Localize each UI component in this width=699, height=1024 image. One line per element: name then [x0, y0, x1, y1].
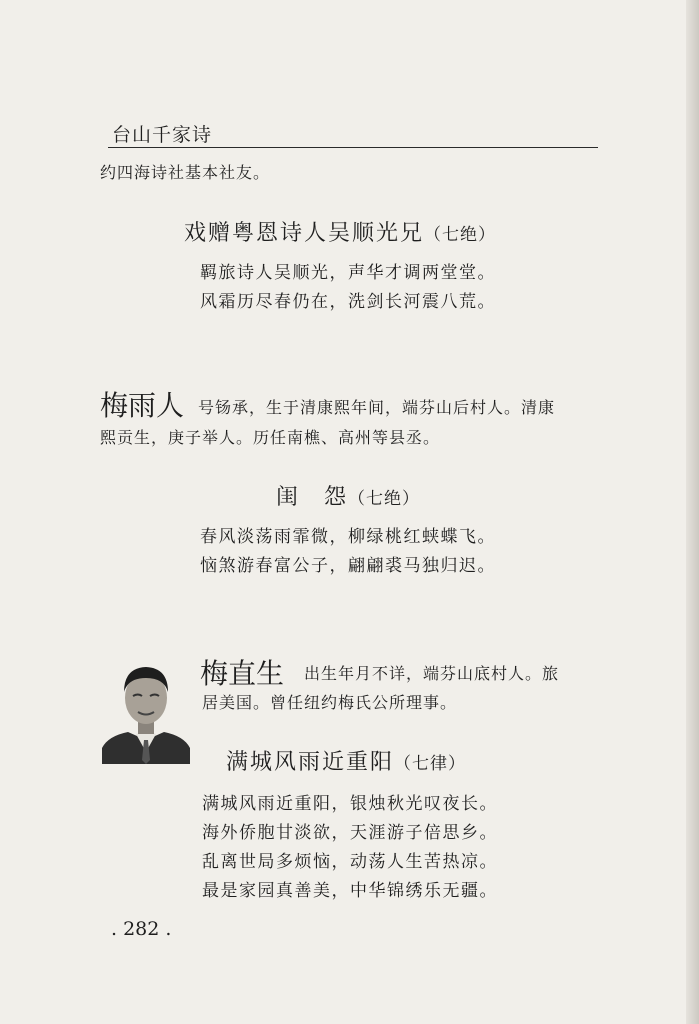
running-header: 台山千家诗	[112, 124, 213, 146]
poem2-title	[276, 480, 420, 511]
poet3-name: 梅直生	[200, 657, 285, 690]
poem3-line: 乱离世局多烦恼，动荡人生苦热凉。	[202, 852, 498, 872]
intro-continuation: 约四海诗社基本社友。	[100, 163, 271, 182]
poem3-line: 最是家园真善美，中华锦绣乐无疆。	[202, 881, 498, 901]
poem3-title-text: 满城风雨近重阳	[226, 750, 395, 775]
header-rule	[108, 147, 598, 148]
page-edge-shadow	[686, 0, 699, 1024]
poem1-line: 风霜历尽春仍在，洗剑长河震八荒。	[200, 292, 496, 312]
poem3-title	[226, 745, 466, 776]
poet3-bio: 居美国。曾任纽约梅氏公所理事。	[202, 693, 458, 712]
poem3-line: 满城风雨近重阳，银烛秋光叹夜长。	[202, 794, 498, 814]
poem2-line: 恼煞游春富公子，翩翩裘马独归迟。	[200, 556, 496, 576]
poet2-name: 梅雨人	[100, 389, 185, 422]
poem2-form: （七绝）	[348, 489, 421, 509]
page-number: . 282 .	[111, 918, 172, 940]
poet2-bio: 熙贡生，庚子举人。历任南樵、高州等县丞。	[100, 428, 441, 447]
poem1-line: 羁旅诗人吴顺光，声华才调两堂堂。	[200, 263, 496, 283]
poet2-bio: 号钖承，生于清康熙年间，端芬山后村人。清康	[198, 398, 556, 417]
poet3-bio: 出生年月不详，端芬山底村人。旅	[304, 664, 560, 683]
poem3-line: 海外侨胞甘淡欲，天涯游子倍思乡。	[202, 823, 498, 843]
portrait-photo	[100, 648, 192, 764]
poem1-title-text: 戏赠粤恩诗人吴顺光兄	[184, 221, 425, 246]
poem3-form: （七律）	[394, 754, 467, 774]
poem2-title-text: 闺 怨	[276, 485, 349, 510]
poem2-line: 春风淡荡雨霏微，柳绿桃红蛱蝶飞。	[200, 527, 496, 547]
poem1-title	[184, 216, 496, 247]
poem1-form: （七绝）	[424, 225, 497, 245]
